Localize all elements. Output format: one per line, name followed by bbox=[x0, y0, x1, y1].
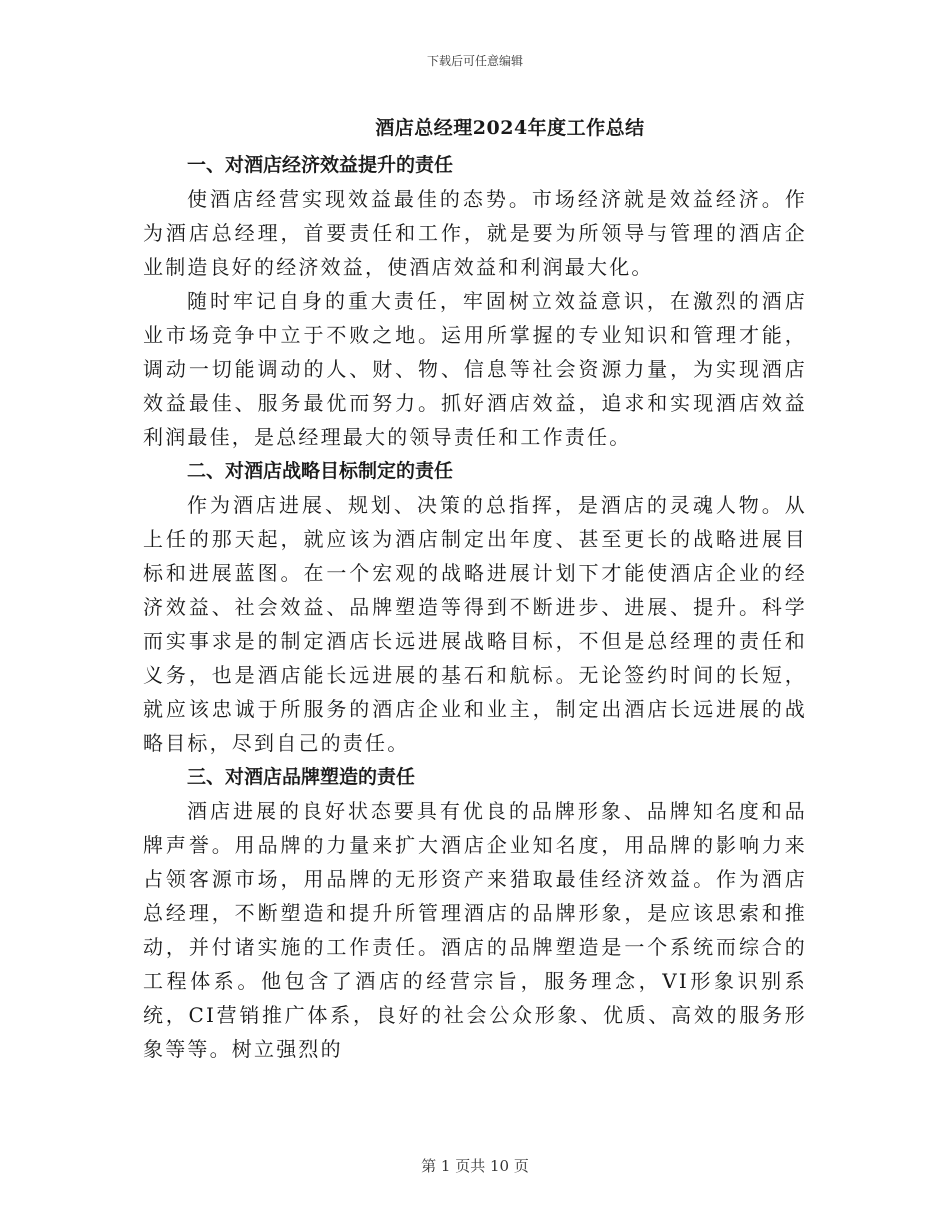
paragraph: 作为酒店进展、规划、决策的总指挥，是酒店的灵魂人物。从上任的那天起，就应该为酒店制定出年度、甚至更长的战略进展目标和进展蓝图。在一个宏观的战略进展计划下才能使酒店企业的经济效益、社会效益、品牌塑造等得到不断进步、进展、提升。科学而实事求是的制定酒店长远进展战略目标，不但是总经理的责任和义务，也是酒店能长远进展的基石和航标。无论签约时间的长短，就应该忠诚于所服务的酒店企业和业主，制定出酒店长远进展的战略目标，尽到自己的责任。 bbox=[143, 493, 807, 755]
page-footer: 第 1 页共 10 页 bbox=[421, 1157, 529, 1175]
document-body bbox=[143, 112, 807, 1066]
paragraph: 使酒店经营实现效益最佳的态势。市场经济就是效益经济。作为酒店总经理，首要责任和工作，就是要为所领导与管理的酒店企业制造良好的经济效益，使酒店效益和利润最大化。 bbox=[143, 187, 807, 279]
section-economic-benefit bbox=[143, 148, 807, 454]
section-heading: 一、对酒店经济效益提升的责任 bbox=[187, 154, 454, 176]
section-strategic-goals bbox=[143, 454, 807, 760]
section-heading: 二、对酒店战略目标制定的责任 bbox=[187, 460, 454, 482]
section-brand-building bbox=[143, 760, 807, 1066]
section-heading: 三、对酒店品牌塑造的责任 bbox=[187, 766, 416, 788]
paragraph: 随时牢记自身的重大责任，牢固树立效益意识，在激烈的酒店业市场竞争中立于不败之地。运用所掌握的专业知识和管理才能，调动一切能调动的人、财、物、信息等社会资源力量，为实现酒店效益最佳、服务最优而努力。抓好酒店效益，追求和实现酒店效益利润最佳，是总经理最大的领导责任和工作责任。 bbox=[143, 289, 807, 449]
paragraph: 酒店进展的良好状态要具有优良的品牌形象、品牌知名度和品牌声誉。用品牌的力量来扩大酒店企业知名度，用品牌的影响力来占领客源市场，用品牌的无形资产来猎取最佳经济效益。作为酒店总经理，不断塑造和提升所管理酒店的品牌形象，是应该思索和推动，并付诸实施的工作责任。酒店的品牌塑造是一个系统而综合的工程体系。他包含了酒店的经营宗旨，服务理念，VI形象识别系统，CI营销推广体系，良好的社会公众形象、优质、高效的服务形象等等。树立强烈的 bbox=[143, 799, 807, 1061]
page-header: 下载后可任意编辑 bbox=[426, 54, 523, 68]
document-title: 酒店总经理2024年度工作总结 bbox=[375, 117, 645, 139]
